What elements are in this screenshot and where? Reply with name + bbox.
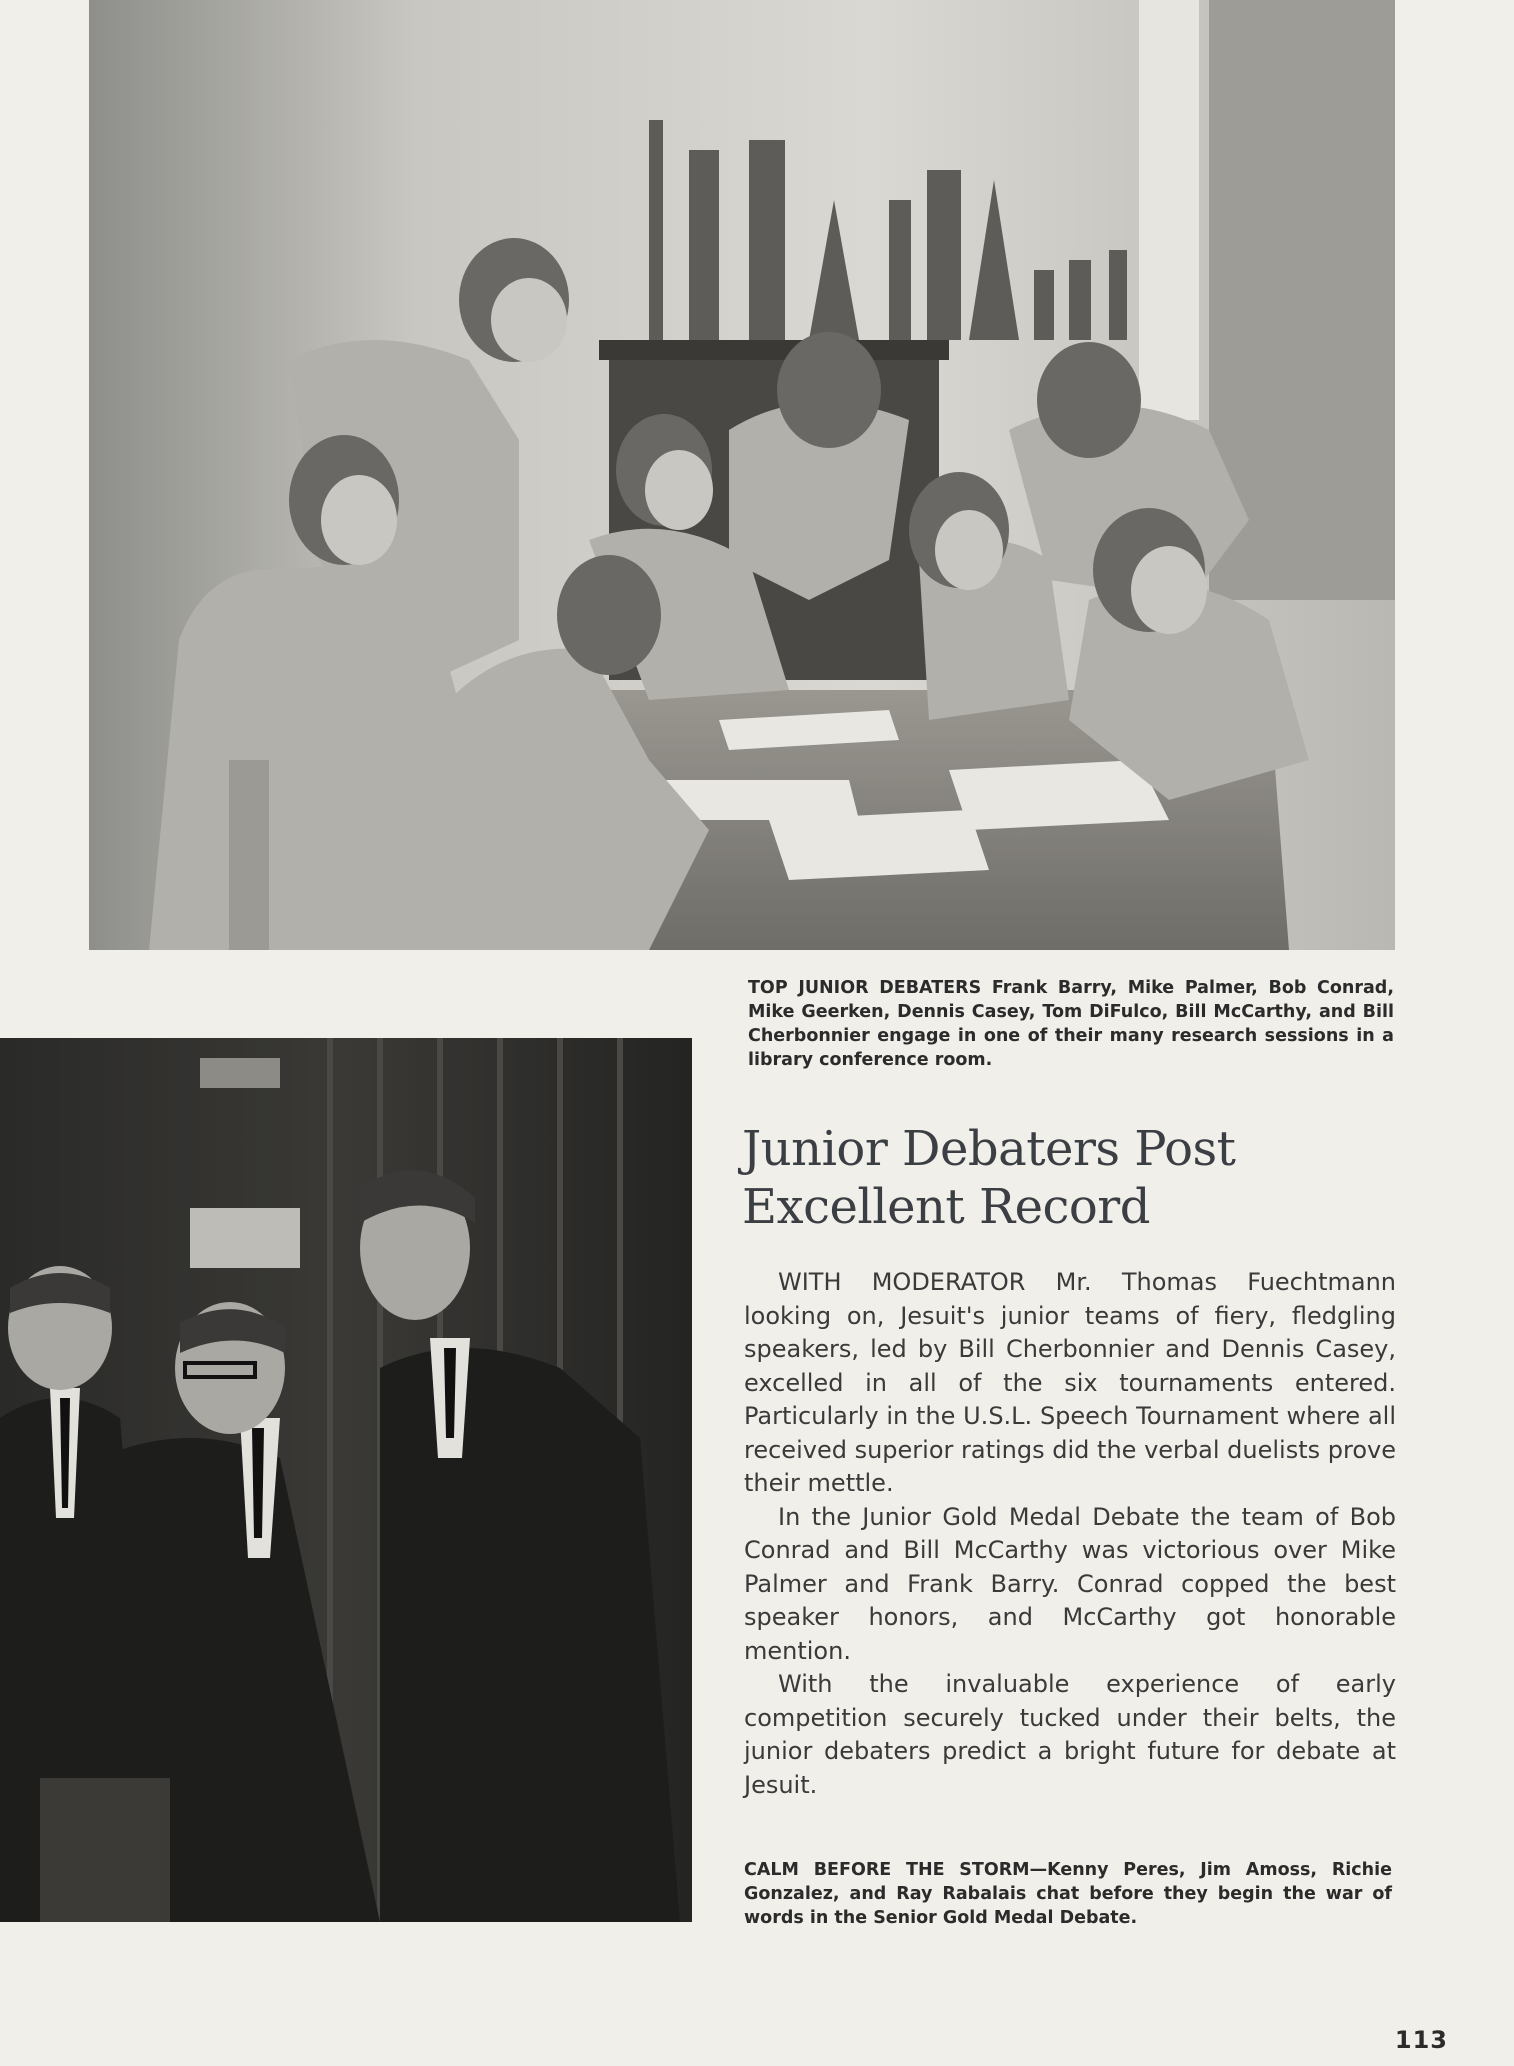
- caption-top-photo: TOP JUNIOR DEBATERS Frank Barry, Mike Palmer, Bob Conrad, Mike Geerken, Dennis Casey, Tom DiFulco, Bill McCarthy, and Bill Cherbonnier engage in one of their many research sessions in a library conference room.: [748, 978, 1394, 1070]
- article-body: [744, 1266, 1396, 1802]
- page-number: 113: [1394, 2026, 1448, 2054]
- article-title-line2: Excellent Record: [742, 1179, 1150, 1235]
- article-title: [742, 1120, 1362, 1236]
- photo-junior-debaters: [89, 0, 1395, 950]
- photo-junior-debaters-image: [89, 0, 1395, 950]
- photo-senior-debaters: [0, 1038, 692, 1922]
- article-title-line1: Junior Debaters Post: [742, 1121, 1236, 1177]
- article-paragraph-2: In the Junior Gold Medal Debate the team of Bob Conrad and Bill McCarthy was victorious over Mike Palmer and Frank Barry. Conrad copped the best speaker honors, and McCarthy got honorable mention.: [744, 1502, 1396, 1665]
- article-paragraph-1: WITH MODERATOR Mr. Thomas Fuechtmann looking on, Jesuit's junior teams of fiery, fledgling speakers, led by Bill Cherbonnier and Dennis Casey, excelled in all of the six tournaments entered. Particularly in the U.S.L. Speech Tournament where all received superior ratings did the verbal duelists prove their mettle.: [744, 1268, 1396, 1497]
- photo-senior-debaters-image: [0, 1038, 692, 1922]
- article-paragraph-3: With the invaluable experience of early competition securely tucked under their belts, the junior debaters predict a bright future for debate at Jesuit.: [744, 1670, 1396, 1799]
- caption-bottom-photo: CALM BEFORE THE STORM—Kenny Peres, Jim Amoss, Richie Gonzalez, and Ray Rabalais chat before they begin the war of words in the Senior Gold Medal Debate.: [744, 1860, 1392, 1928]
